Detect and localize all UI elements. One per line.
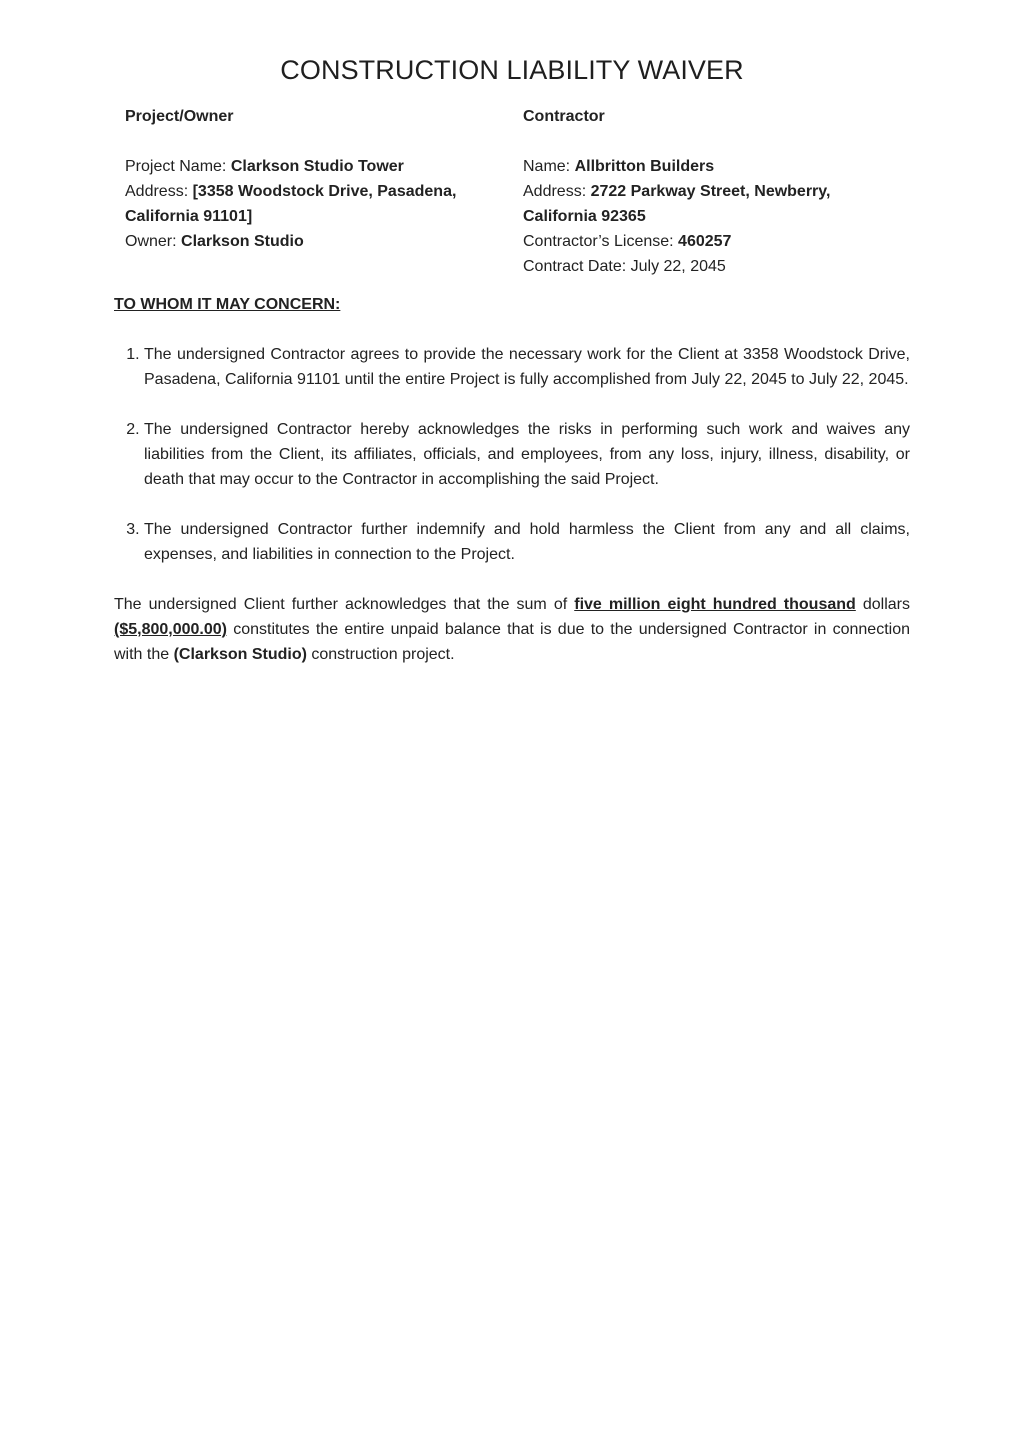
project-owner-column: [114, 104, 512, 279]
contract-date-label: Contract Date:: [523, 258, 627, 275]
contractor-heading: Contractor: [523, 108, 605, 125]
amount-in-words: five million eight hundred thousand: [574, 596, 856, 613]
closing-text: construction project.: [306, 646, 455, 663]
contractor-license-label: Contractor’s License:: [523, 233, 674, 250]
contractor-address-value: 2722 Parkway Street, Newberry, California 92365: [523, 183, 831, 225]
project-name-line: [125, 154, 501, 179]
project-reference: (Clarkson Studio): [173, 646, 307, 663]
document-title: CONSTRUCTION LIABILITY WAIVER: [280, 55, 744, 85]
owner-line: [125, 229, 501, 254]
owner-address-value: [3358 Woodstock Drive, Pasadena, California 91101]: [125, 183, 457, 225]
salutation: TO WHOM IT MAY CONCERN:: [114, 296, 341, 313]
owner-value: Clarkson Studio: [181, 233, 304, 250]
contractor-license-line: [523, 229, 899, 254]
contractor-license-value: 460257: [678, 233, 732, 250]
clause-item: 2. The undersigned Contractor hereby acknowledges the risks in performing such work and waives any liabilities from the Client, its affiliates, officials, and employees, from any loss, injury, illness, disability, or death that may occur to the Contractor in accomplishing the said Project.: [144, 417, 910, 492]
clause-item: 3. The undersigned Contractor further indemnify and hold harmless the Client from any and all claims, expenses, and liabilities in connection to the Project.: [144, 517, 910, 567]
owner-address-label: Address:: [125, 183, 189, 200]
contractor-name-line: [523, 154, 899, 179]
project-name-label: Project Name:: [125, 158, 227, 175]
parties-table: [114, 104, 910, 279]
contractor-column: [512, 104, 910, 279]
owner-address-line: [125, 179, 501, 229]
contractor-address-label: Address:: [523, 183, 587, 200]
clause-item: 1. The undersigned Contractor agrees to provide the necessary work for the Client at 3358 Woodstock Drive, Pasadena, California 91101 until the entire Project is fully accomplished from July 22, 2045 to July 22, 2045.: [144, 342, 910, 392]
project-owner-heading: Project/Owner: [125, 108, 234, 125]
project-name-value: Clarkson Studio Tower: [230, 158, 404, 175]
closing-text: dollars: [855, 596, 911, 613]
owner-label: Owner:: [125, 233, 177, 250]
closing-text: constitutes the entire unpaid balance that is due to the undersigned Contractor in connection with the: [114, 621, 910, 663]
contractor-address-line: [523, 179, 899, 229]
spacer: [523, 129, 899, 154]
amount-in-numbers: ($5,800,000.00): [114, 621, 227, 638]
contractor-name-value: Allbritton Builders: [574, 158, 715, 175]
closing-text: The undersigned Client further acknowledges that the sum of: [114, 596, 575, 613]
contract-date-line: [523, 254, 899, 279]
spacer: [125, 129, 501, 154]
contractor-name-label: Name:: [523, 158, 571, 175]
contract-date-value: July 22, 2045: [630, 258, 726, 275]
closing-paragraph: [114, 592, 910, 667]
clause-list: [114, 342, 910, 567]
